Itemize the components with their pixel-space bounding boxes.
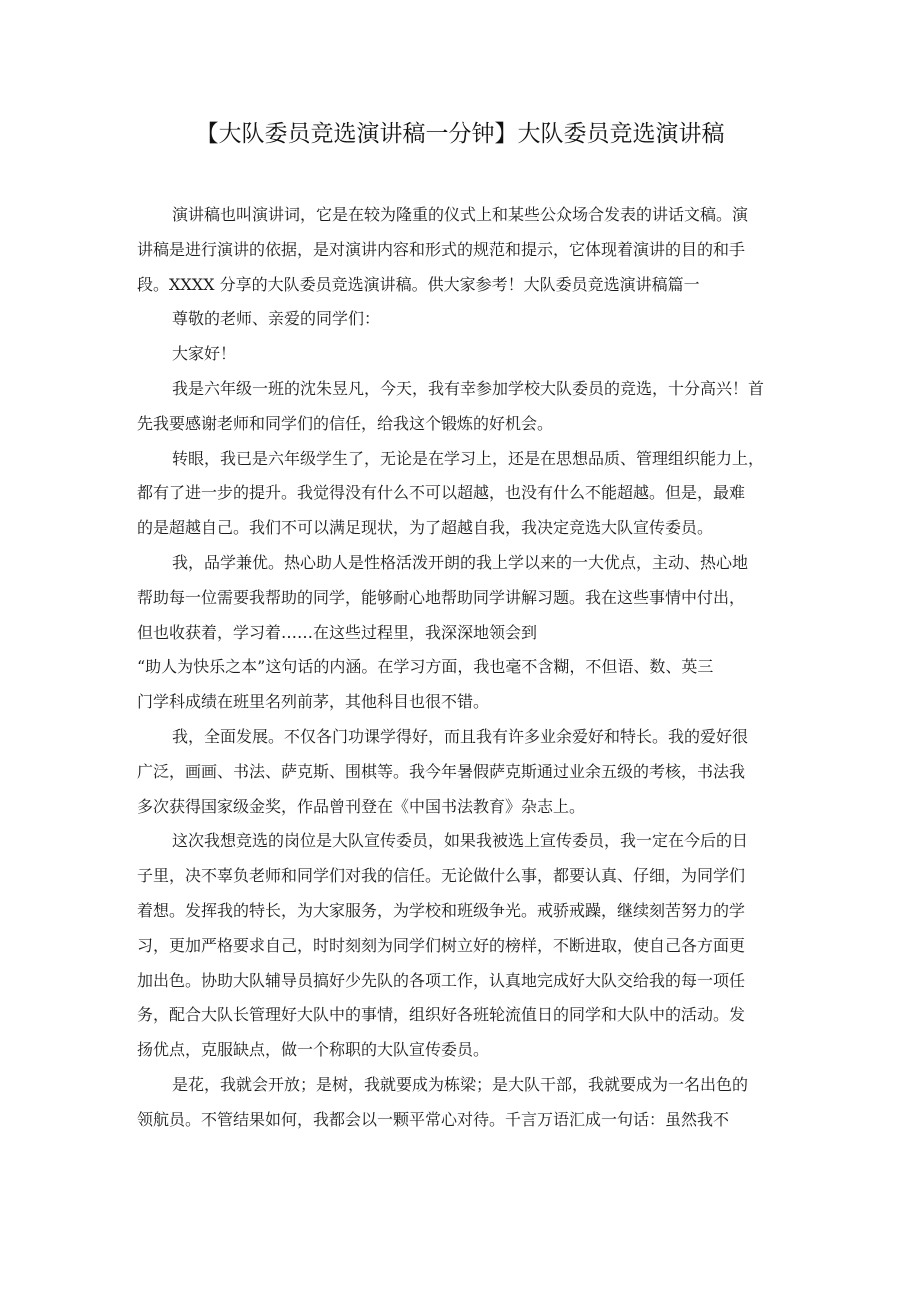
- paragraph-development: [137, 720, 792, 824]
- text-line: 扬优点，克服缺点，做一个称职的大队宣传委员。: [137, 1040, 490, 1060]
- paragraph-salutation: [137, 302, 792, 337]
- text-line: 子里，决不辜负老师和同学们对我的信任。无论做什么事，都要认真、仔细，为同学们: [137, 866, 746, 886]
- text-line: 我，全面发展。不仅各门功课学得好，而且我有许多业余爱好和特长。我的爱好很: [172, 726, 749, 746]
- text-line: 着想。发挥我的特长，为大家服务，为学校和班级争光。戒骄戒躁，继续刻苦努力的学: [137, 900, 746, 920]
- text-line: 先我要感谢老师和同学们的信任，给我这个锻炼的好机会。: [137, 413, 554, 433]
- text-line: 我是六年级一班的沈朱昱凡，今天，我有幸参加学校大队委员的竞选，十分高兴！首: [172, 378, 765, 398]
- text-line: 广泛，画画、书法、萨克斯、围棋等。我今年暑假萨克斯通过业余五级的考核，书法我: [137, 761, 746, 781]
- text-line: “助人为快乐之本”这句话的内涵。在学习方面，我也毫不含糊，不但语、数、英三: [137, 657, 714, 677]
- text-line: 演讲稿也叫演讲词，它是在较为隆重的仪式上和某些公众场合发表的讲话文稿。演: [172, 205, 749, 224]
- document-body: [137, 198, 792, 1138]
- paragraph-closing: [137, 1068, 792, 1138]
- text-line: 帮助每一位需要我帮助的同学，能够耐心地帮助同学讲解习题。我在这些事情中付出，: [137, 587, 746, 607]
- paragraph-decision: [137, 442, 792, 546]
- text-line: 我，品学兼优。热心助人是性格活泼开朗的我上学以来的一大优点，主动、热心地: [172, 552, 749, 572]
- text-line: 领航员。不管结果如何，我都会以一颗平常心对待。千言万语汇成一句话：虽然我不: [137, 1109, 730, 1129]
- paragraph-greeting: [137, 337, 792, 372]
- text-line: 的是超越自己。我们不可以满足现状，为了超越自我，我决定竞选大队宣传委员。: [137, 518, 714, 538]
- text-line: 门学科成绩在班里名列前茅，其他科目也很不错。: [137, 692, 490, 712]
- text-line: 加出色。协助大队辅导员搞好少先队的各项工作，认真地完成好大队交给我的每一项任: [137, 970, 746, 990]
- text-line: 大家好！: [172, 344, 237, 364]
- text-line: 多次获得国家级金奖，作品曾刊登在《中国书法教育》杂志上。: [137, 796, 586, 816]
- text-line: 是花，我就会开放；是树，我就要成为栋梁；是大队干部，我就要成为一名出色的: [172, 1074, 749, 1094]
- text-line: 讲稿是进行演讲的依据，是对演讲内容和形式的规范和提示，它体现着演讲的目的和手: [137, 239, 746, 259]
- text-line: 段。XXXX 分享的大队委员竞选演讲稿。供大家参考！大队委员竞选演讲稿篇一: [137, 274, 700, 294]
- paragraph-self-intro: [137, 372, 792, 442]
- text-line: 转眼，我已是六年级学生了，无论是在学习上，还是在思想品质、管理组织能力上，: [172, 448, 765, 468]
- text-line: 都有了进一步的提升。我觉得没有什么不可以超越，也没有什么不能超越。但是，最难: [137, 483, 746, 503]
- paragraph-character: [137, 546, 792, 720]
- paragraph-intro: [137, 198, 792, 302]
- document-title: 【大队委员竞选演讲稿一分钟】大队委员竞选演讲稿: [195, 121, 725, 147]
- text-line: 但也收获着，学习着……在这些过程里，我深深地领会到: [137, 622, 538, 642]
- text-line: 尊敬的老师、亲爱的同学们：: [172, 309, 381, 329]
- text-line: 这次我想竞选的岗位是大队宣传委员，如果我被选上宣传委员，我一定在今后的日: [172, 831, 749, 851]
- paragraph-position: [137, 824, 792, 1068]
- text-line: 习，更加严格要求自己，时时刻刻为同学们树立好的榜样，不断进取，使自己各方面更: [137, 935, 746, 955]
- text-line: 务，配合大队长管理好大队中的事情，组织好各班轮流值日的同学和大队中的活动。发: [137, 1005, 746, 1025]
